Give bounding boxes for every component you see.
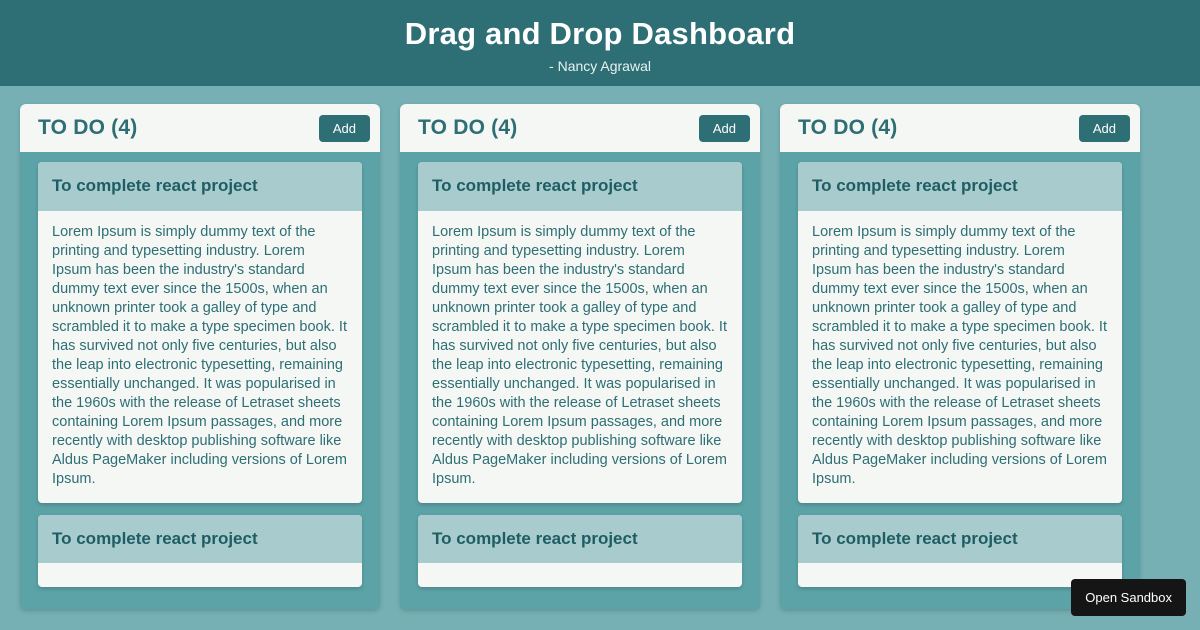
page-header bbox=[0, 0, 1200, 86]
card-body bbox=[38, 563, 362, 587]
card-list bbox=[400, 152, 760, 587]
card[interactable] bbox=[418, 515, 742, 588]
card[interactable] bbox=[38, 515, 362, 588]
page-subtitle: - Nancy Agrawal bbox=[549, 58, 651, 75]
board-column[interactable] bbox=[400, 104, 760, 609]
add-card-button[interactable]: Add bbox=[699, 115, 750, 142]
column-header bbox=[400, 104, 760, 152]
card-body: Lorem Ipsum is simply dummy text of the printing and typesetting industry. Lorem Ipsum has been the industry's standard dummy text ever since the 1500s, when an unknown printer took a galley of type and scrambled it to make a type specimen book. It has survived not only five centuries, but also the leap into electronic typesetting, remaining essentially unchanged. It was popularised in the 1960s with the release of Letraset sheets containing Lorem Ipsum passages, and more recently with desktop publishing software like Aldus PageMaker including versions of Lorem Ipsum. bbox=[812, 223, 1107, 487]
card-body: Lorem Ipsum is simply dummy text of the printing and typesetting industry. Lorem Ipsum has been the industry's standard dummy text ever since the 1500s, when an unknown printer took a galley of type and scrambled it to make a type specimen book. It has survived not only five centuries, but also the leap into electronic typesetting, remaining essentially unchanged. It was popularised in the 1960s with the release of Letraset sheets containing Lorem Ipsum passages, and more recently with desktop publishing software like Aldus PageMaker including versions of Lorem Ipsum. bbox=[432, 223, 727, 487]
card-title: To complete react project bbox=[38, 162, 362, 211]
card-title: To complete react project bbox=[798, 515, 1122, 564]
page-title: Drag and Drop Dashboard bbox=[404, 15, 796, 51]
card-title: To complete react project bbox=[38, 515, 362, 564]
card-list bbox=[20, 152, 380, 587]
card[interactable] bbox=[418, 162, 742, 503]
board-column[interactable] bbox=[20, 104, 380, 609]
card-body bbox=[418, 563, 742, 587]
add-card-button[interactable]: Add bbox=[1079, 115, 1130, 142]
card-title: To complete react project bbox=[418, 515, 742, 564]
column-title: TO DO (4) bbox=[798, 116, 898, 139]
board bbox=[0, 86, 1200, 609]
card-title: To complete react project bbox=[418, 162, 742, 211]
column-title: TO DO (4) bbox=[38, 116, 138, 139]
card[interactable] bbox=[798, 162, 1122, 503]
column-header bbox=[780, 104, 1140, 152]
card-body: Lorem Ipsum is simply dummy text of the printing and typesetting industry. Lorem Ipsum has been the industry's standard dummy text ever since the 1500s, when an unknown printer took a galley of type and scrambled it to make a type specimen book. It has survived not only five centuries, but also the leap into electronic typesetting, remaining essentially unchanged. It was popularised in the 1960s with the release of Letraset sheets containing Lorem Ipsum passages, and more recently with desktop publishing software like Aldus PageMaker including versions of Lorem Ipsum. bbox=[52, 223, 347, 487]
add-card-button[interactable]: Add bbox=[319, 115, 370, 142]
open-sandbox-button[interactable]: Open Sandbox bbox=[1071, 579, 1186, 616]
card[interactable] bbox=[798, 515, 1122, 588]
board-column[interactable] bbox=[780, 104, 1140, 609]
card[interactable] bbox=[38, 162, 362, 503]
column-header bbox=[20, 104, 380, 152]
column-title: TO DO (4) bbox=[418, 116, 518, 139]
card-list bbox=[780, 152, 1140, 587]
card-title: To complete react project bbox=[798, 162, 1122, 211]
